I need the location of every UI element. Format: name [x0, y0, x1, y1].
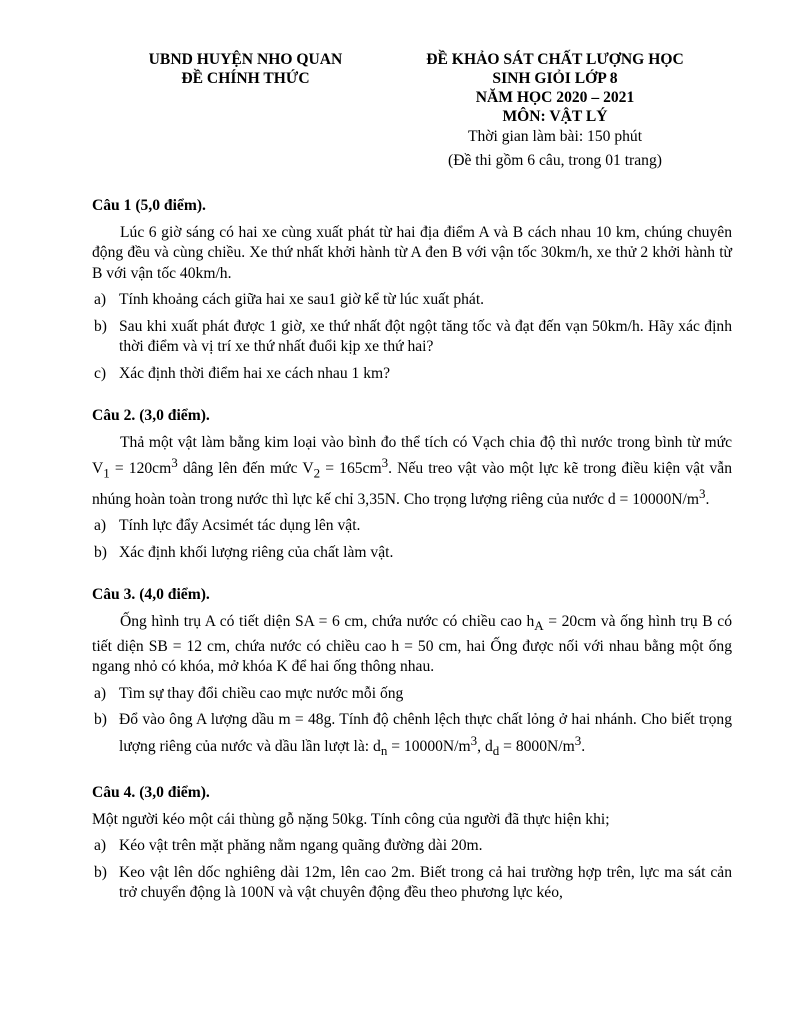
question-title: Câu 2. (3,0 điểm). — [92, 407, 210, 424]
sub-question-label: a) — [94, 517, 107, 535]
sub-question-text: Sau khi xuất phát được 1 giờ, xe thứ nhất đột ngột tăng tốc và đạt đến vạn 50km/h. Hãy xác định thời điểm và vị trí xe thứ nhất đuổi kịp xe thứ hai? — [119, 317, 732, 355]
question-text: Thả một vật làm bằng kim loại vào bình đo thể tích có Vạch chia độ thì nước trong bình từ mức $V_1 = 120cm^3$ dâng lên đến mức $V_2 = 165cm^3$. Nếu treo vật vào một lực kẽ trong điều kiện vật vẫn nhúng hoàn toàn trong nước thì lực kế chỉ 3,35N. Cho trọng lượng riêng của nước $d = 10000N/m^3$. — [92, 433, 732, 508]
sub-question-label: b) — [94, 317, 107, 335]
sub-question-label: c) — [94, 364, 107, 382]
question-title: Câu 1 (5,0 điểm). — [92, 197, 206, 214]
sub-question-list — [92, 684, 732, 762]
question-4 — [92, 783, 732, 904]
question-text: Một người kéo một cái thùng gỗ nặng 50kg. Tính công của người đã thực hiện khi; — [92, 810, 610, 828]
sub-question — [92, 863, 732, 904]
sub-question-list — [92, 290, 732, 384]
sub-question-text: Kéo vật trên mặt phăng nằm ngang quãng đường dài 20m. — [119, 837, 483, 855]
header-exam-title: ĐỀ KHẢO SÁT CHẤT LƯỢNG HỌC — [426, 51, 684, 68]
sub-question-label: b) — [94, 863, 107, 881]
sub-question-list — [92, 516, 732, 563]
sub-question-label: b) — [94, 543, 107, 561]
sub-question — [92, 710, 732, 761]
sub-question-text: Keo vật lên dốc nghiêng dài 12m, lên cao 2m. Biết trong cả hai trường hợp trên, lực ma sát cản trở chuyển động là 100N và vật chuyên động đều theo phương lực kéo, — [119, 863, 732, 902]
sub-question — [92, 684, 732, 705]
sub-question-text: Đổ vào ông A lượng dầu m = 48g. Tính độ chênh lệch thực chất lỏng ở hai nhánh. Cho biết trọng lượng riêng của nước và dầu lần lượt là: $d_n = 10000N/m^3$, $d_d = 8000N/m^3$. — [119, 711, 732, 758]
sub-question — [92, 543, 732, 564]
header-district: UBND HUYỆN NHO QUAN — [148, 51, 343, 68]
header-subject: MÔN: VẬT LÝ — [502, 108, 608, 125]
header-note: (Đề thi gồm 6 câu, trong 01 trang) — [448, 152, 662, 169]
sub-question-text: Xác định khối lượng riêng của chất làm vật. — [119, 543, 394, 561]
sub-question-text: Tính khoảng cách giữa hai xe sau1 giờ kể từ lúc xuất phát. — [119, 291, 485, 308]
sub-question-list — [92, 836, 732, 904]
question-3 — [92, 585, 732, 761]
sub-question-text: Xác định thời điểm hai xe cách nhau 1 km? — [119, 364, 391, 382]
sub-question-text: Tính lực đẩy Acsimét tác dụng lên vật. — [119, 517, 361, 535]
sub-question — [92, 290, 732, 311]
sub-question — [92, 516, 732, 537]
document-header — [0, 50, 800, 175]
question-text: Lúc 6 giờ sáng có hai xe cùng xuất phát từ hai địa điểm A và B cách nhau 10 km, chúng chuyên động đều và cùng chiều. Xe thứ nhất khởi hành từ A đen B với vận tốc 30km/h, xe thử 2 khởi hành từ B với vận tốc 40km/h. — [92, 223, 732, 282]
question-2 — [92, 406, 732, 563]
question-title: Câu 4. (3,0 điểm). — [92, 784, 210, 802]
header-time: Thời gian làm bài: 150 phút — [467, 128, 643, 145]
sub-question-label: a) — [94, 684, 107, 702]
header-school-year: NĂM HỌC 2020 – 2021 — [475, 89, 635, 106]
header-official-label: ĐỀ CHÍNH THỨC — [181, 70, 310, 87]
sub-question-label: b) — [94, 711, 107, 729]
sub-question — [92, 836, 732, 857]
header-exam-subtitle: SINH GIỎI LỚP 8 — [492, 70, 618, 87]
sub-question-label: a) — [94, 837, 107, 855]
sub-question-label: a) — [94, 291, 107, 308]
question-text: Ống hình trụ A có tiết diện SA = 6 cm, chứa nước có chiều cao $h_A = 20cm$ và ống hình trụ B có tiết diện SB = 12 cm, chứa nước có chiều cao h = 50 cm, hai Ống được nối với nhau bằng một ống ngang nhỏ có khóa, mở khóa K để hai ống thông nhau. — [92, 612, 732, 676]
exam-questions — [92, 196, 732, 926]
question-1 — [92, 196, 732, 384]
question-title: Câu 3. (4,0 điểm). — [92, 586, 210, 604]
sub-question — [92, 317, 732, 358]
sub-question-text: Tìm sự thay đổi chiều cao mực nước mỗi ống — [119, 684, 404, 702]
sub-question — [92, 364, 732, 385]
